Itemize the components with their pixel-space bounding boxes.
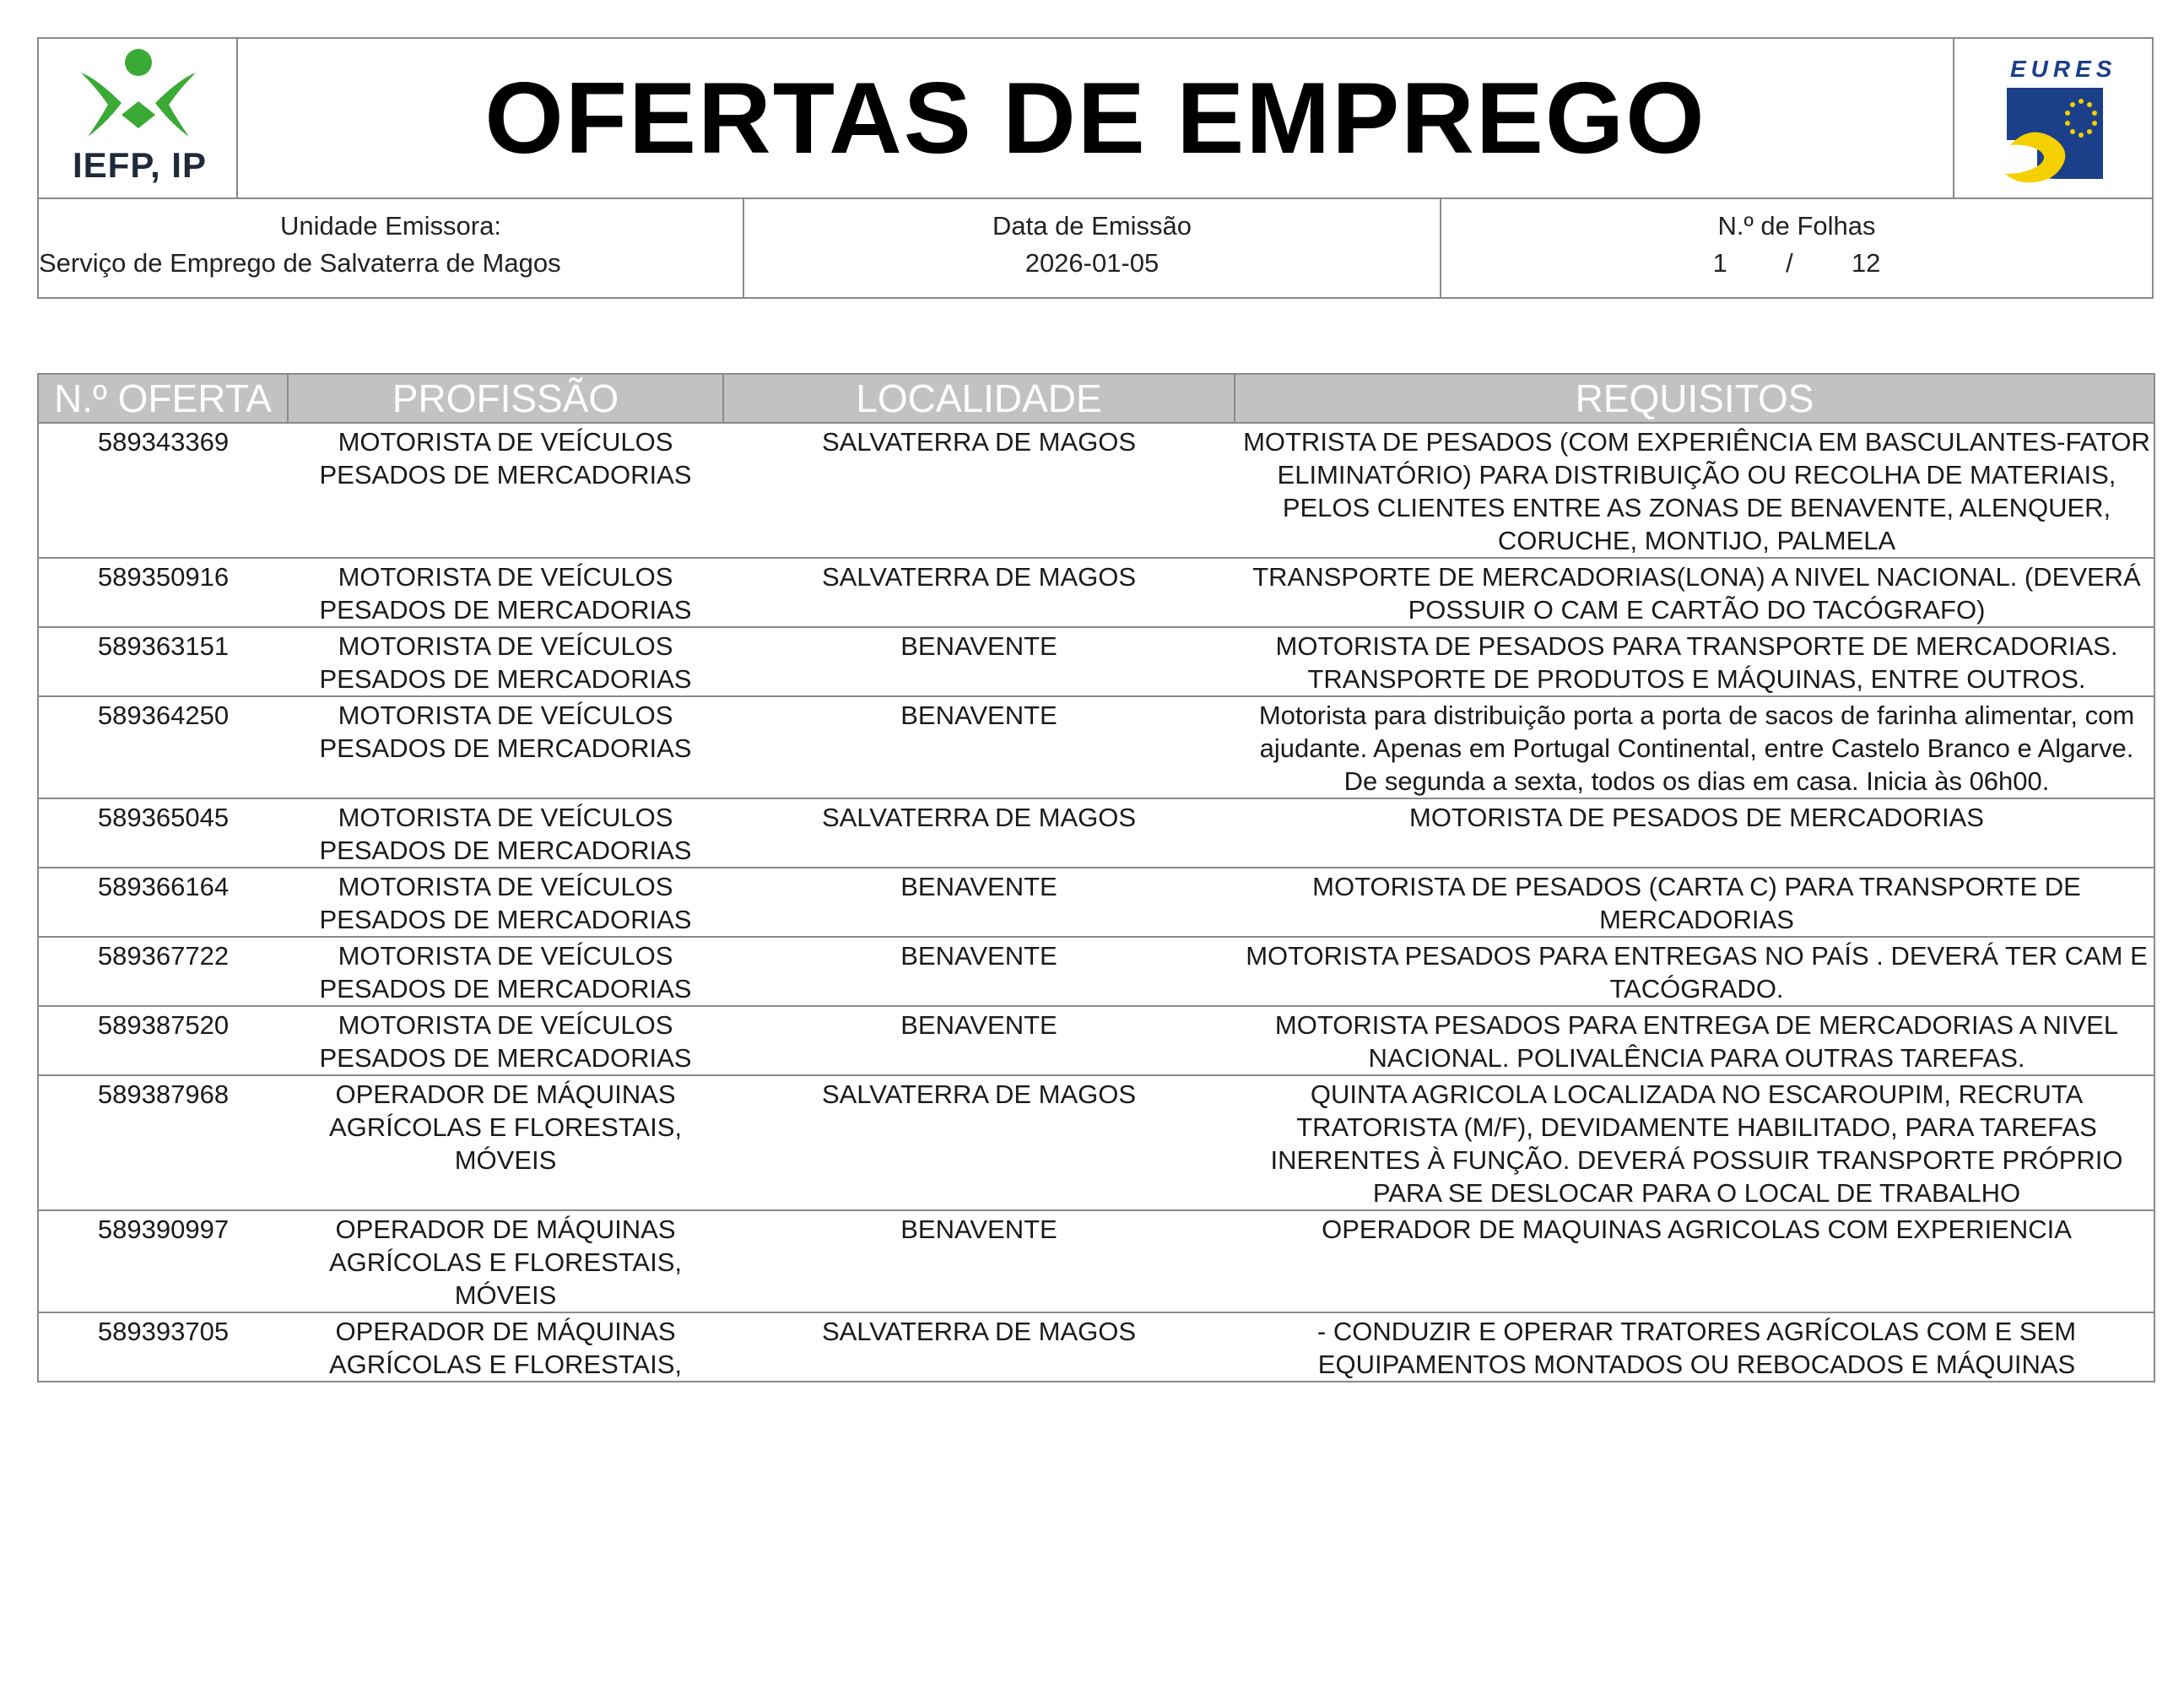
cell-oferta: 589387968	[38, 1075, 288, 1210]
cell-oferta: 589343369	[38, 423, 288, 558]
cell-localidade: SALVATERRA DE MAGOS	[723, 1075, 1235, 1210]
table-row	[38, 1312, 2154, 1382]
table-row	[38, 696, 2154, 798]
cell-oferta: 589367722	[38, 937, 288, 1006]
table-row	[38, 627, 2154, 696]
page-title: OFERTAS DE EMPREGO	[484, 62, 1706, 175]
folhas-total: 12	[1851, 248, 1881, 278]
cell-requisitos: Motorista para distribuição porta a porta de sacos de farinha alimentar, com ajudante. Apenas em Portugal Continental, entre Castelo Branco e Algarve. De segunda a sexta, todos os dias em casa. Inicia às 06h00.	[1235, 696, 2154, 798]
data-emissao-value: 2026-01-05	[1024, 248, 1160, 278]
cell-profissao: OPERADOR DE MÁQUINAS AGRÍCOLAS E FLORESTAIS,	[288, 1312, 723, 1382]
cell-profissao: MOTORISTA DE VEÍCULOS PESADOS DE MERCADORIAS	[288, 423, 723, 558]
folhas-separator: /	[1786, 248, 1793, 278]
cell-oferta: 589365045	[38, 798, 288, 868]
title-cell	[238, 39, 1953, 197]
cell-profissao: OPERADOR DE MÁQUINAS AGRÍCOLAS E FLORESTAIS, MÓVEIS	[288, 1210, 723, 1312]
cell-localidade: SALVATERRA DE MAGOS	[723, 558, 1235, 627]
unidade-emissora-cell	[39, 199, 744, 297]
table-header-row	[38, 374, 2154, 423]
numero-folhas-label: N.º de Folhas	[1717, 211, 1876, 241]
numero-folhas-value	[1441, 248, 2152, 279]
cell-requisitos: MOTORISTA PESADOS PARA ENTREGA DE MERCADORIAS A NIVEL NACIONAL. POLIVALÊNCIA PARA OUTRAS TAREFAS.	[1235, 1006, 2154, 1075]
cell-localidade: BENAVENTE	[723, 868, 1235, 937]
cell-requisitos: TRANSPORTE DE MERCADORIAS(LONA) A NIVEL NACIONAL. (DEVERÁ POSSUIR O CAM E CARTÃO DO TACÓGRAFO)	[1235, 558, 2154, 627]
table-row	[38, 1075, 2154, 1210]
column-header-requisitos: REQUISITOS	[1235, 374, 2154, 423]
table-row	[38, 558, 2154, 627]
cell-oferta: 589390997	[38, 1210, 288, 1312]
table-row	[38, 1210, 2154, 1312]
cell-localidade: BENAVENTE	[723, 937, 1235, 1006]
cell-localidade: SALVATERRA DE MAGOS	[723, 798, 1235, 868]
eures-emblem-icon	[1954, 39, 2154, 199]
header-title-row	[39, 39, 2152, 199]
cell-profissao: MOTORISTA DE VEÍCULOS PESADOS DE MERCADORIAS	[288, 558, 723, 627]
job-offers-table	[37, 373, 2155, 1382]
cell-oferta: 589363151	[38, 627, 288, 696]
cell-requisitos: MOTORISTA PESADOS PARA ENTREGAS NO PAÍS . DEVERÁ TER CAM E TACÓGRADO.	[1235, 937, 2154, 1006]
numero-folhas-cell	[1441, 199, 2152, 297]
iefp-logo	[39, 39, 238, 197]
column-header-localidade: LOCALIDADE	[723, 374, 1235, 423]
cell-profissao: MOTORISTA DE VEÍCULOS PESADOS DE MERCADORIAS	[288, 627, 723, 696]
iefp-logo-text: IEFP, IP	[73, 145, 207, 185]
column-header-profissao: PROFISSÃO	[288, 374, 723, 423]
folhas-current: 1	[1712, 248, 1727, 278]
cell-oferta: 589350916	[38, 558, 288, 627]
cell-requisitos: QUINTA AGRICOLA LOCALIZADA NO ESCAROUPIM, RECRUTA TRATORISTA (M/F), DEVIDAMENTE HABILITADO, PARA TAREFAS INERENTES À FUNÇÃO. DEVERÁ POSSUIR TRANSPORTE PRÓPRIO PARA SE DESLOCAR PARA O LOCAL DE TRABALHO	[1235, 1075, 2154, 1210]
cell-localidade: BENAVENTE	[723, 1210, 1235, 1312]
cell-oferta: 589366164	[38, 868, 288, 937]
cell-localidade: BENAVENTE	[723, 627, 1235, 696]
cell-profissao: MOTORISTA DE VEÍCULOS PESADOS DE MERCADORIAS	[288, 937, 723, 1006]
table-row	[38, 1006, 2154, 1075]
table-row	[38, 937, 2154, 1006]
cell-profissao: MOTORISTA DE VEÍCULOS PESADOS DE MERCADORIAS	[288, 868, 723, 937]
cell-oferta: 589393705	[38, 1312, 288, 1382]
cell-localidade: SALVATERRA DE MAGOS	[723, 1312, 1235, 1382]
cell-requisitos: - CONDUZIR E OPERAR TRATORES AGRÍCOLAS COM E SEM EQUIPAMENTOS MONTADOS OU REBOCADOS E MÁQUINAS	[1235, 1312, 2154, 1382]
header-meta-row	[39, 199, 2152, 297]
cell-requisitos: OPERADOR DE MAQUINAS AGRICOLAS COM EXPERIENCIA	[1235, 1210, 2154, 1312]
table-row	[38, 423, 2154, 558]
cell-localidade: BENAVENTE	[723, 1006, 1235, 1075]
cell-localidade: SALVATERRA DE MAGOS	[723, 423, 1235, 558]
cell-profissao: MOTORISTA DE VEÍCULOS PESADOS DE MERCADORIAS	[288, 696, 723, 798]
cell-requisitos: MOTORISTA DE PESADOS PARA TRANSPORTE DE MERCADORIAS. TRANSPORTE DE PRODUTOS E MÁQUINAS, ENTRE OUTROS.	[1235, 627, 2154, 696]
cell-requisitos: MOTORISTA DE PESADOS (CARTA C) PARA TRANSPORTE DE MERCADORIAS	[1235, 868, 2154, 937]
table-row	[38, 798, 2154, 868]
eures-logo	[1953, 39, 2152, 197]
table-row	[38, 868, 2154, 937]
cell-oferta: 589364250	[38, 696, 288, 798]
cell-requisitos: MOTORISTA DE PESADOS DE MERCADORIAS	[1235, 798, 2154, 868]
eures-logo-text: EURES	[2010, 56, 2117, 82]
cell-profissao: OPERADOR DE MÁQUINAS AGRÍCOLAS E FLORESTAIS, MÓVEIS	[288, 1075, 723, 1210]
column-header-oferta: N.º OFERTA	[38, 374, 288, 423]
cell-localidade: BENAVENTE	[723, 696, 1235, 798]
cell-oferta: 589387520	[38, 1006, 288, 1075]
unidade-emissora-value: Serviço de Emprego de Salvaterra de Magos	[39, 248, 561, 278]
cell-profissao: MOTORISTA DE VEÍCULOS PESADOS DE MERCADORIAS	[288, 798, 723, 868]
data-emissao-label: Data de Emissão	[992, 211, 1192, 241]
data-emissao-cell	[744, 199, 1441, 297]
unidade-emissora-label: Unidade Emissora:	[280, 211, 501, 241]
cell-requisitos: MOTRISTA DE PESADOS (COM EXPERIÊNCIA EM BASCULANTES-FATOR ELIMINATÓRIO) PARA DISTRIBUIÇÃO OU RECOLHA DE MATERIAIS, PELOS CLIENTES ENTRE AS ZONAS DE BENAVENTE, ALENQUER, CORUCHE, MONTIJO, PALMELA	[1235, 423, 2154, 558]
cell-profissao: MOTORISTA DE VEÍCULOS PESADOS DE MERCADORIAS	[288, 1006, 723, 1075]
document-header	[37, 37, 2154, 299]
